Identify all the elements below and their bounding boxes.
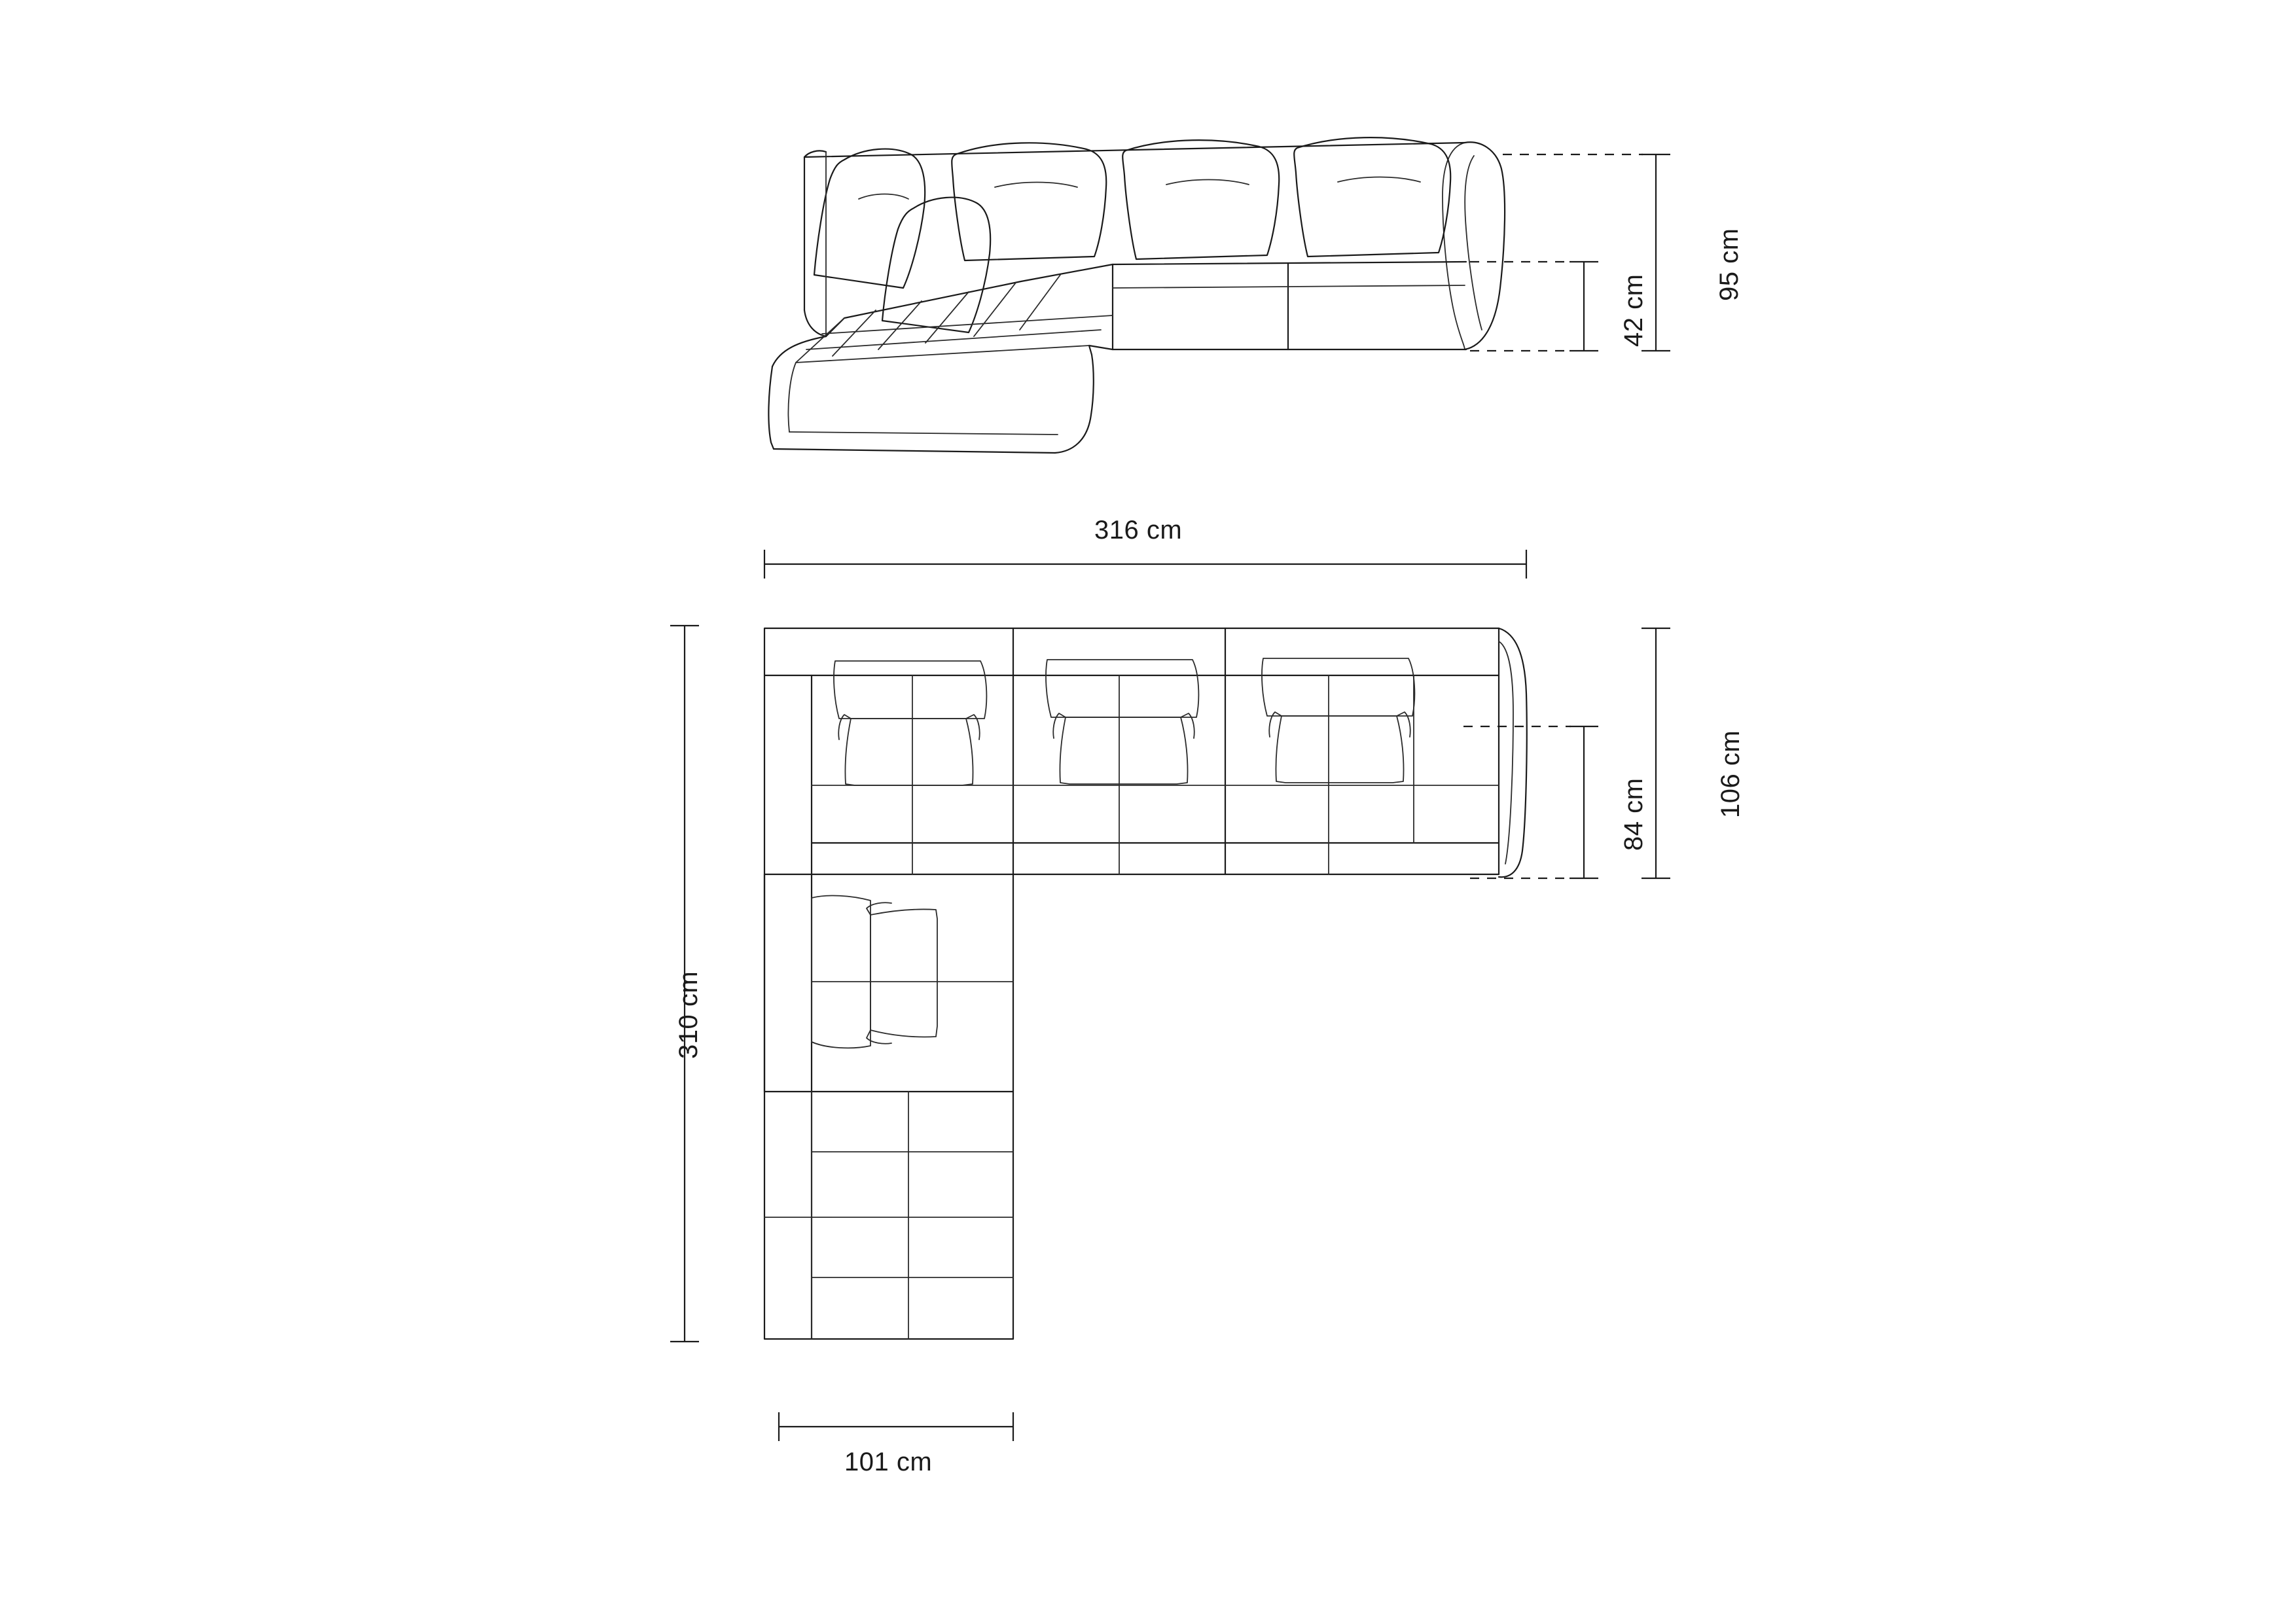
top-plan-view bbox=[764, 628, 1527, 1339]
label-seat-depth-84: 84 cm bbox=[1619, 777, 1648, 851]
dimension-module-width-101 bbox=[779, 1412, 1013, 1441]
dimension-width-316 bbox=[764, 550, 1526, 579]
dimension-seat-height-42 bbox=[1470, 262, 1598, 351]
label-width-316: 316 cm bbox=[1094, 516, 1183, 544]
label-module-width-101: 101 cm bbox=[844, 1448, 933, 1476]
label-depth-106: 106 cm bbox=[1716, 730, 1745, 818]
dimension-seat-depth-84 bbox=[1463, 726, 1598, 878]
label-height-95: 95 cm bbox=[1715, 228, 1744, 301]
label-seat-height-42: 42 cm bbox=[1619, 274, 1648, 347]
front-elevation-view bbox=[768, 137, 1505, 453]
label-depth-310: 310 cm bbox=[674, 971, 703, 1059]
